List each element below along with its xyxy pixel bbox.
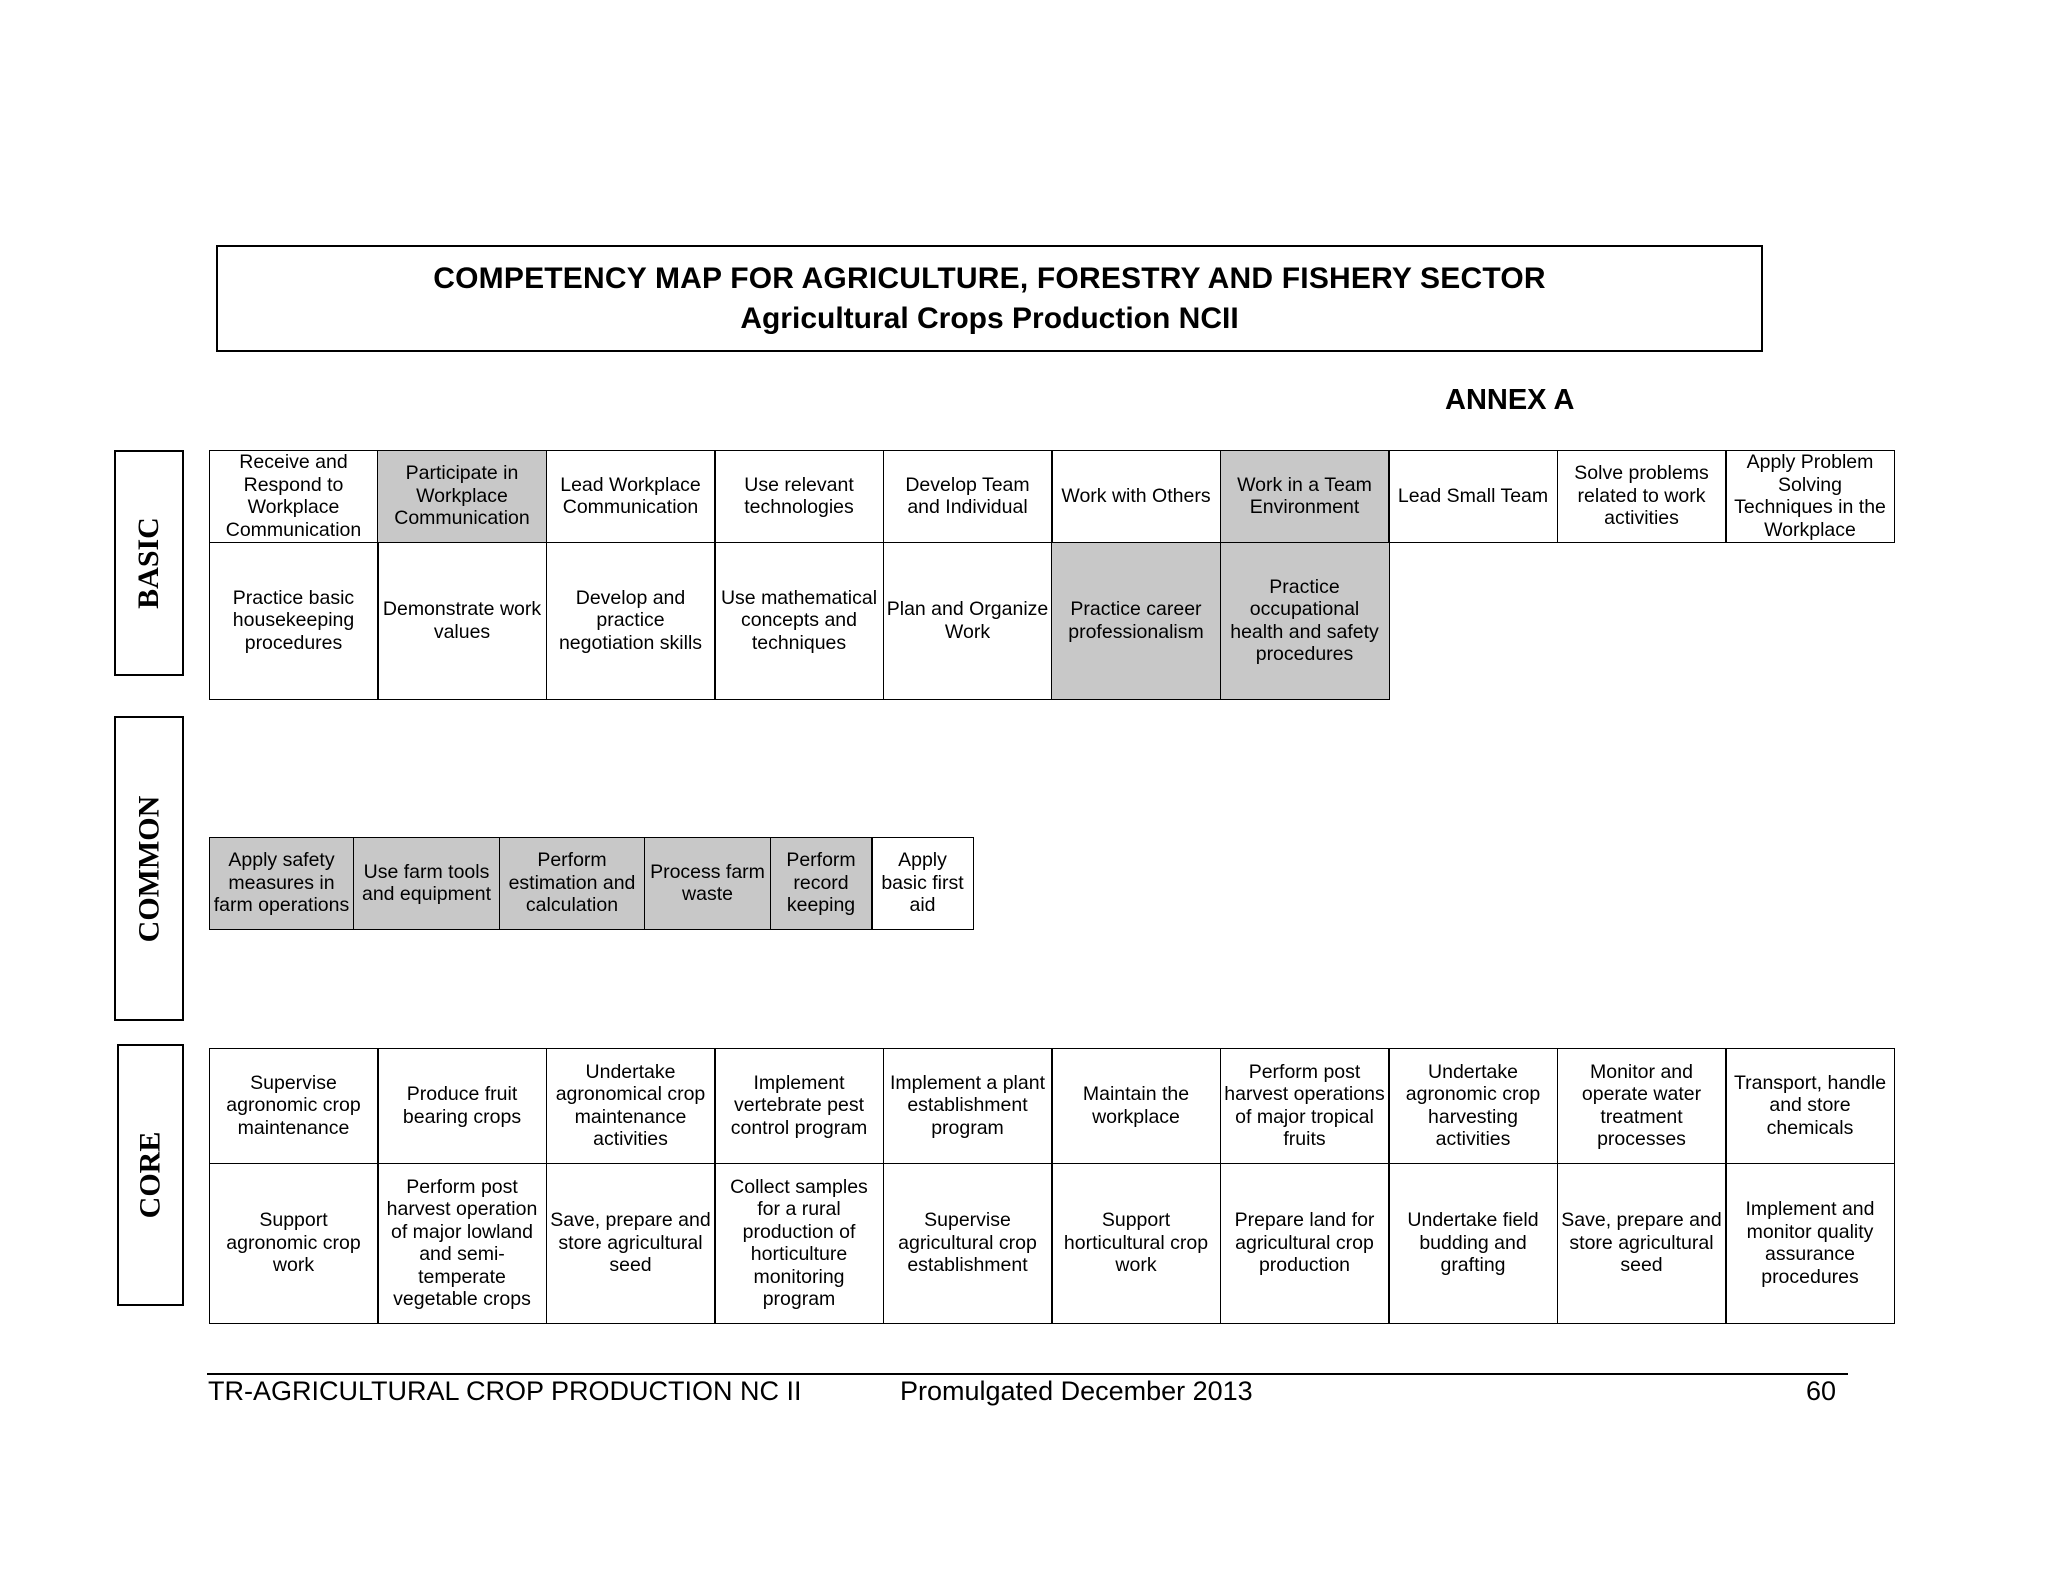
section-label-common-text: COMMON — [132, 795, 166, 942]
basic-r2-competency-cell: Practice career professionalism — [1051, 542, 1221, 700]
core-r1-competency-cell: Undertake agronomical crop maintenance activities — [546, 1048, 716, 1164]
page-subtitle: Agricultural Crops Production NCII — [740, 301, 1239, 335]
basic-r1-competency-cell: Participate in Workplace Communication — [377, 450, 547, 543]
title-box — [216, 245, 1763, 352]
basic-r2-competency-cell: Plan and Organize Work — [883, 542, 1053, 700]
common-competency-cell: Apply safety measures in farm operations — [209, 837, 355, 930]
basic-r2-competency-cell: Practice basic housekeeping procedures — [209, 542, 379, 700]
basic-row-1 — [210, 451, 1895, 543]
core-r2-competency-cell: Implement and monitor quality assurance procedures — [1725, 1163, 1895, 1324]
core-r1-competency-cell: Produce fruit bearing crops — [377, 1048, 547, 1164]
basic-r2-competency-cell: Demonstrate work values — [377, 542, 547, 700]
core-r1-competency-cell: Perform post harvest operations of major tropical fruits — [1220, 1048, 1390, 1164]
core-row-1 — [210, 1049, 1895, 1164]
common-competency-cell: Apply basic first aid — [871, 837, 974, 930]
common-competency-cell: Process farm waste — [644, 837, 771, 930]
basic-r2-competency-cell: Develop and practice negotiation skills — [546, 542, 716, 700]
footer-page-number: 60 — [1806, 1376, 1837, 1406]
core-r2-competency-cell: Save, prepare and store agricultural seed — [546, 1163, 716, 1324]
section-label-core-text: CORE — [133, 1131, 167, 1219]
core-row-2 — [210, 1164, 1895, 1324]
footer-divider — [207, 1373, 1848, 1375]
footer-promulgated: Promulgated December 2013 — [900, 1376, 1253, 1406]
annex-label: ANNEX A — [1445, 384, 1575, 416]
core-r1-competency-cell: Supervise agronomic crop maintenance — [209, 1048, 379, 1164]
core-r2-competency-cell: Support agronomic crop work — [209, 1163, 379, 1324]
core-r1-competency-cell: Monitor and operate water treatment processes — [1557, 1048, 1727, 1164]
basic-r2-competency-cell: Use mathematical concepts and techniques — [714, 542, 884, 700]
common-competency-cell: Use farm tools and equipment — [353, 837, 500, 930]
common-row — [210, 838, 974, 930]
basic-r2-competency-cell: Practice occupational health and safety procedures — [1220, 542, 1390, 700]
section-label-basic — [114, 450, 184, 676]
core-r1-competency-cell: Implement a plant establishment program — [883, 1048, 1053, 1164]
core-r2-competency-cell: Prepare land for agricultural crop production — [1220, 1163, 1390, 1324]
basic-r1-competency-cell: Apply Problem Solving Techniques in the Workplace — [1725, 450, 1895, 543]
common-competency-cell: Perform estimation and calculation — [499, 837, 646, 930]
section-label-basic-text: BASIC — [132, 517, 166, 609]
section-label-core — [117, 1044, 184, 1306]
core-r2-competency-cell: Undertake field budding and grafting — [1388, 1163, 1558, 1324]
basic-r1-competency-cell: Work with Others — [1051, 450, 1221, 543]
basic-r1-competency-cell: Use relevant technologies — [714, 450, 884, 543]
core-r1-competency-cell: Implement vertebrate pest control program — [714, 1048, 884, 1164]
basic-r1-competency-cell: Develop Team and Individual — [883, 450, 1053, 543]
basic-row-2 — [210, 543, 1390, 700]
basic-r1-competency-cell: Receive and Respond to Workplace Communication — [209, 450, 379, 543]
basic-r1-competency-cell: Lead Workplace Communication — [546, 450, 716, 543]
page-title: COMPETENCY MAP FOR AGRICULTURE, FORESTRY AND FISHERY SECTOR — [433, 261, 1546, 295]
core-r2-competency-cell: Supervise agricultural crop establishment — [883, 1163, 1053, 1324]
footer-document-title: TR-AGRICULTURAL CROP PRODUCTION NC II — [208, 1376, 802, 1406]
basic-r1-competency-cell: Lead Small Team — [1388, 450, 1558, 543]
core-r1-competency-cell: Maintain the workplace — [1051, 1048, 1221, 1164]
basic-r1-competency-cell: Work in a Team Environment — [1220, 450, 1390, 543]
section-label-common — [114, 716, 184, 1021]
core-r2-competency-cell: Collect samples for a rural production of horticulture monitoring program — [714, 1163, 884, 1324]
core-r2-competency-cell: Support horticultural crop work — [1051, 1163, 1221, 1324]
core-r1-competency-cell: Transport, handle and store chemicals — [1725, 1048, 1895, 1164]
core-r2-competency-cell: Save, prepare and store agricultural seed — [1557, 1163, 1727, 1324]
core-r2-competency-cell: Perform post harvest operation of major lowland and semi-temperate vegetable crops — [377, 1163, 547, 1324]
core-r1-competency-cell: Undertake agronomic crop harvesting activities — [1388, 1048, 1558, 1164]
common-competency-cell: Perform record keeping — [770, 837, 873, 930]
basic-r1-competency-cell: Solve problems related to work activities — [1557, 450, 1727, 543]
